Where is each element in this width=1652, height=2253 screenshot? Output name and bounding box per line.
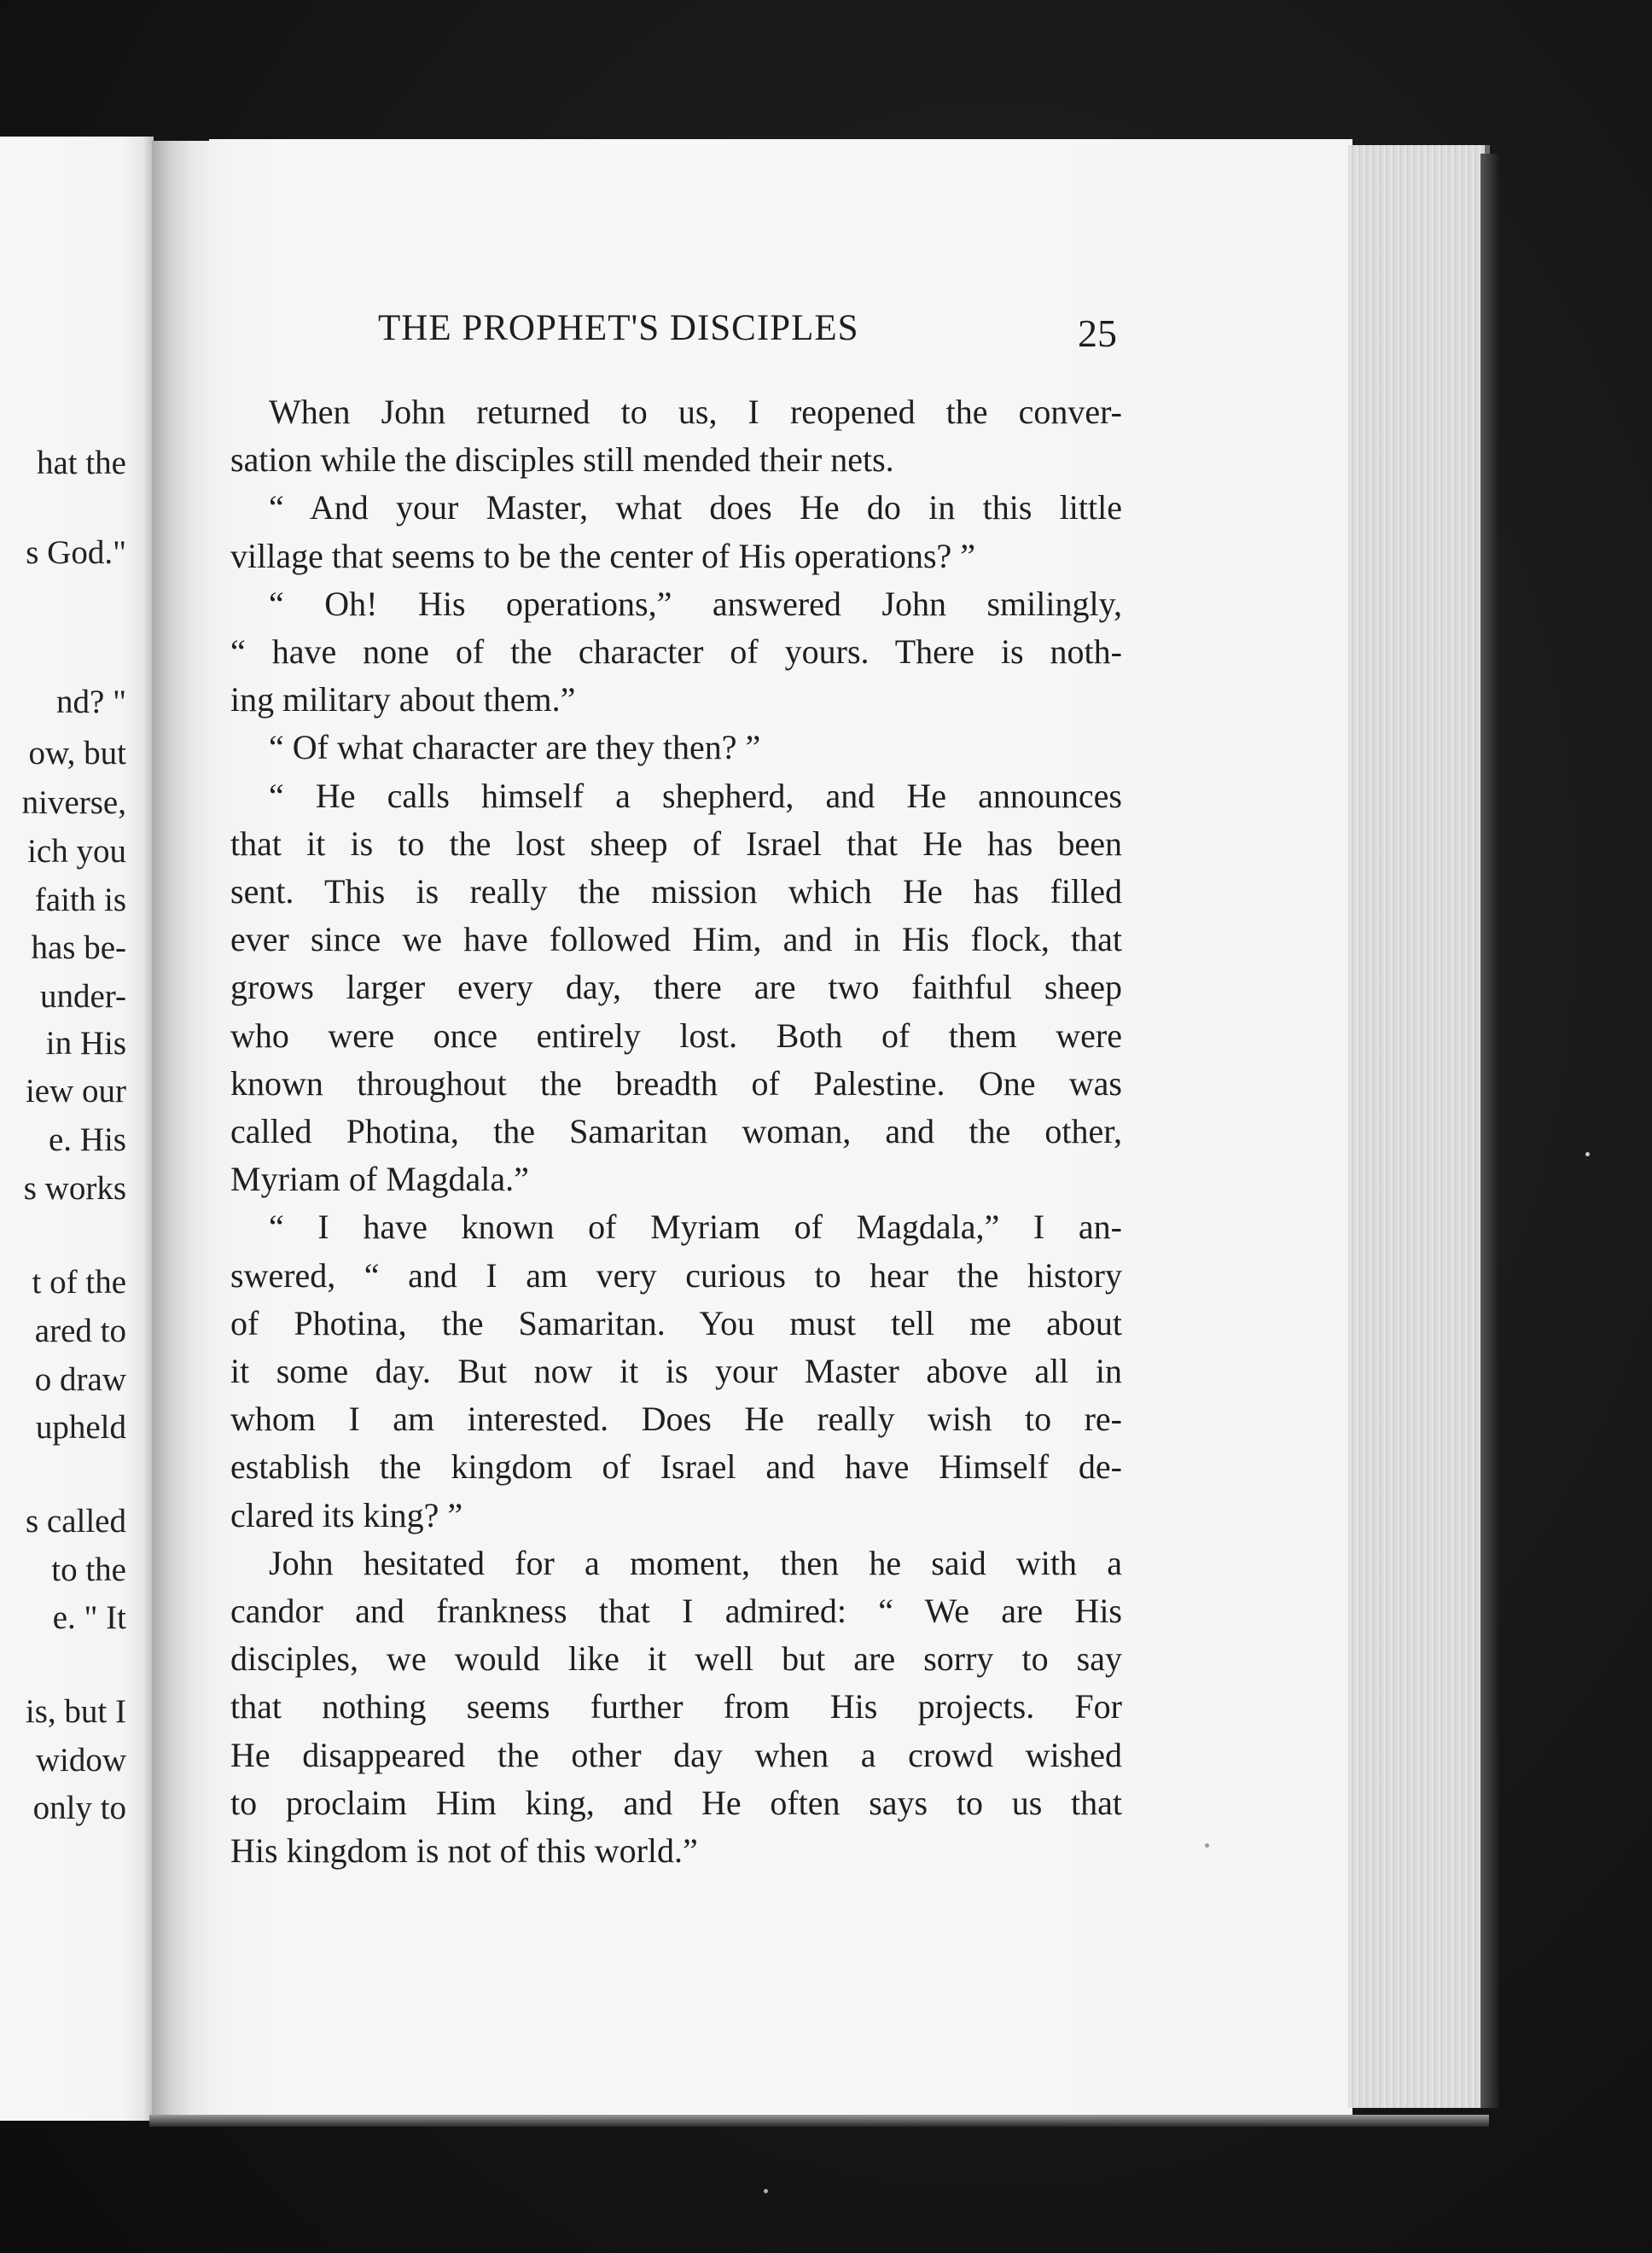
text-line: Myriam of Magdala.” [230,1160,529,1198]
text-line: He disappeared the other day when a crowd wished [230,1736,1122,1774]
text-line: His kingdom is not of this world.” [230,1831,698,1870]
text-line: “ I have known of Myriam of Magdala,” I an- [269,1208,1122,1246]
left-page-fragment: faith is [34,882,126,918]
left-page-fragment: has be- [31,929,126,966]
text-line: candor and frankness that I admired: “ We are His [230,1592,1122,1630]
left-page-fragment: niverse, [21,784,126,821]
text-line: called Photina, the Samaritan woman, and the other, [230,1112,1122,1150]
left-page-fragment: ich you [27,833,126,870]
page-number: 25 [1078,311,1117,355]
left-page-fragment: under- [39,978,126,1015]
left-page [0,137,154,2121]
left-page-fragment: t of the [32,1264,126,1301]
text-line: to proclaim Him king, and He often says to us that [230,1784,1122,1822]
text-line: clared its king? ” [230,1496,463,1534]
left-page-fragment: nd? " [56,684,126,720]
left-page-fragment: ared to [34,1313,126,1349]
text-line: ing military about them.” [230,680,576,719]
left-page-fragment: s God." [26,534,126,571]
text-line: “ He calls himself a shepherd, and He announces [269,777,1122,815]
text-line: sent. This is really the mission which He has filled [230,872,1122,911]
bottom-shadow [149,2115,1489,2127]
text-line: known throughout the breadth of Palestine. One was [230,1064,1122,1103]
dust-speck [764,2189,768,2193]
left-page-fragment: widow [35,1742,126,1779]
text-line: of Photina, the Samaritan. You must tell me about [230,1304,1122,1342]
running-head-title: THE PROPHET'S DISCIPLES [378,308,859,348]
text-line: “ And your Master, what does He do in this little [269,488,1122,527]
text-line: who were once entirely lost. Both of them were [230,1016,1122,1055]
text-line: “ have none of the character of yours. There is noth- [230,632,1122,671]
left-page-fragment: iew our [25,1073,126,1109]
dust-speck [1205,1843,1209,1848]
dust-speck [1585,1152,1590,1156]
text-line: establish the kingdom of Israel and have Himself de- [230,1447,1122,1486]
text-line: whom I am interested. Does He really wish to re- [230,1400,1122,1438]
text-line: it some day. But now it is your Master above all in [230,1352,1122,1390]
left-page-fragment: in His [45,1025,126,1062]
text-line: John hesitated for a moment, then he said with a [269,1544,1122,1582]
left-page-fragment: s called [25,1503,126,1540]
left-page-fragment: e. His [49,1121,126,1158]
left-page-fragment: s works [23,1170,126,1207]
text-line: that it is to the lost sheep of Israel that He has been [230,824,1122,863]
left-page-fragment: hat the [36,445,126,481]
page-edge-shadow [1480,154,1499,2108]
text-line: swered, “ and I am very curious to hear the history [230,1256,1122,1295]
text-line: grows larger every day, there are two faithful sheep [230,968,1122,1006]
left-page-fragment: is, but I [25,1693,126,1730]
text-line: that nothing seems further from His projects. For [230,1687,1122,1726]
text-line: ever since we have followed Him, and in His flock, that [230,920,1122,958]
left-page-fragment: e. " It [52,1599,126,1636]
text-line: “ Of what character are they then? ” [269,728,761,766]
left-page-fragment: o draw [34,1361,126,1398]
text-line: village that seems to be the center of His operations? ” [230,537,976,575]
text-line: disciples, we would like it well but are sorry to say [230,1639,1122,1678]
left-page-fragment: ow, but [28,735,126,771]
left-page-fragment: to the [51,1551,126,1588]
text-line: sation while the disciples still mended their nets. [230,440,894,479]
left-page-fragment: only to [32,1790,126,1826]
text-line: When John returned to us, I reopened the conver- [269,393,1122,431]
page-edges [1348,145,1490,2108]
running-head [0,307,1652,358]
text-line: “ Oh! His operations,” answered John smilingly, [269,585,1122,623]
left-page-fragment: upheld [35,1409,126,1446]
